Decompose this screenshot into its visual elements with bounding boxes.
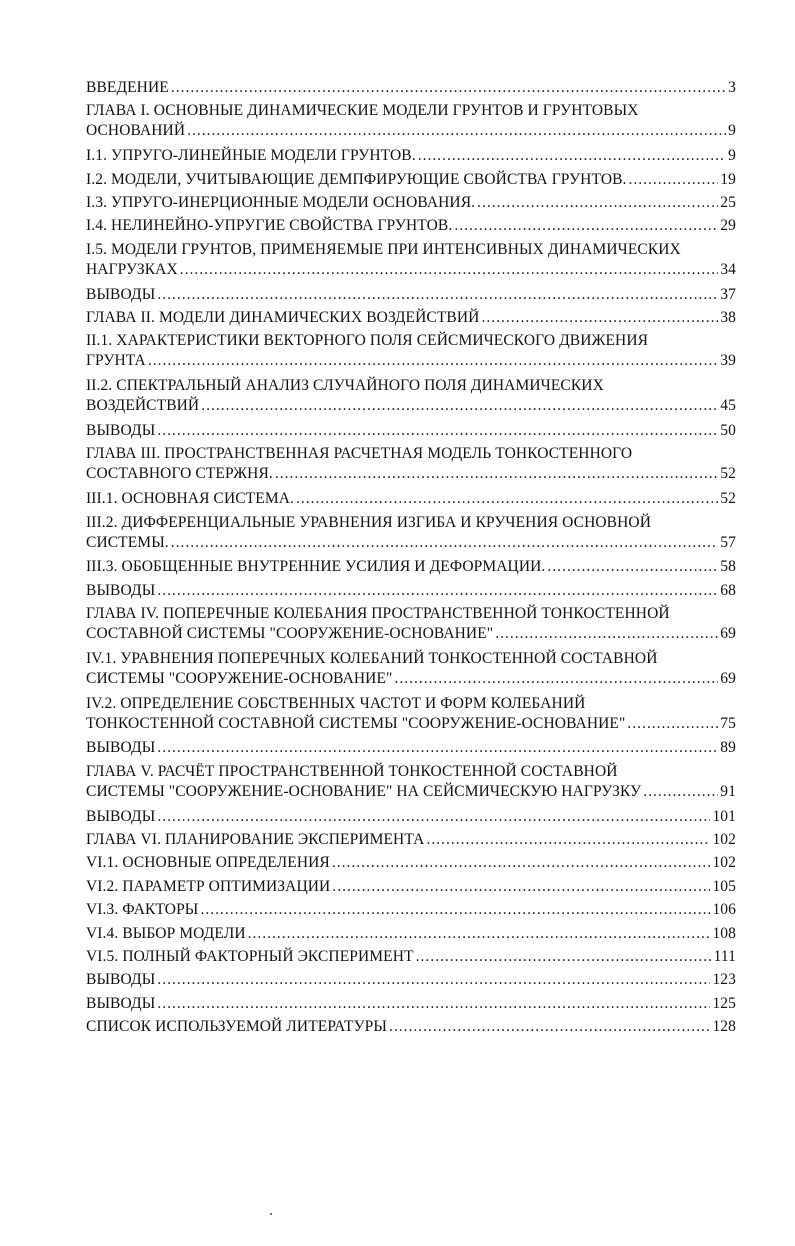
toc-page-number: 105: [712, 877, 736, 895]
toc-entry-leader-line: [86, 121, 736, 141]
toc-entry-leader-line: [86, 193, 736, 213]
toc-entry-title: ВЫВОДЫ: [86, 421, 156, 439]
toc-entry-title: I.3. УПРУГО-ИНЕРЦИОННЫЕ МОДЕЛИ ОСНОВАНИЯ.: [86, 193, 476, 211]
toc-entry: [86, 604, 736, 649]
toc-entry-title: СИСТЕМЫ "СООРУЖЕНИЕ-ОСНОВАНИЕ" НА СЕЙСМИЧЕСКУЮ НАГРУЗКУ: [86, 782, 642, 800]
toc-entry: [86, 853, 736, 876]
toc-page-number: 38: [720, 308, 736, 326]
toc-entry-title-line: ГЛАВА I. ОСНОВНЫЕ ДИНАМИЧЕСКИЕ МОДЕЛИ ГРУНТОВ И ГРУНТОВЫХ: [86, 102, 639, 120]
toc-entry-title: I.2. МОДЕЛИ, УЧИТЫВАЮЩИЕ ДЕМПФИРУЮЩИЕ СВОЙСТВА ГРУНТОВ.: [86, 170, 627, 188]
toc-entry-title-line: I.5. МОДЕЛИ ГРУНТОВ, ПРИМЕНЯЕМЫЕ ПРИ ИНТЕНСИВНЫХ ДИНАМИЧЕСКИХ: [86, 240, 681, 258]
dot-leader: [248, 924, 711, 944]
dot-leader: [332, 853, 711, 873]
toc-entry-leader-line: [86, 489, 736, 509]
toc-entry-title-line: ГЛАВА III. ПРОСТРАНСТВЕННАЯ РАСЧЕТНАЯ МОДЕЛЬ ТОНКОСТЕННОГО: [86, 445, 633, 463]
toc-entry-leader-line: [86, 581, 736, 601]
dot-leader: [157, 581, 718, 601]
toc-entry-title: VI.1. ОСНОВНЫЕ ОПРЕДЕЛЕНИЯ: [86, 854, 330, 872]
toc-entry-leader-line: [86, 970, 736, 990]
toc-entry: [86, 421, 736, 444]
dot-leader: [332, 877, 710, 897]
toc-entry-leader-line: [86, 738, 736, 758]
toc-entry: [86, 101, 736, 146]
dot-leader: [187, 121, 726, 141]
toc-entry: [86, 994, 736, 1017]
toc-page-number: 123: [712, 971, 736, 989]
toc-entry: [86, 738, 736, 761]
toc-entry: [86, 877, 736, 900]
toc-entry: [86, 331, 736, 376]
toc-entry: [86, 970, 736, 993]
toc-page-number: 39: [720, 352, 736, 370]
toc-entry-leader-line: [86, 285, 736, 305]
toc-entry-title: ГРУНТА: [86, 352, 146, 370]
toc-entry-title: СИСТЕМЫ.: [86, 533, 169, 551]
toc-page-number: 25: [720, 193, 736, 211]
dot-leader: [454, 216, 718, 236]
toc-entry-title: ВЫВОДЫ: [86, 285, 156, 303]
toc-entry-title: I.1. УПРУГО-ЛИНЕЙНЫЕ МОДЕЛИ ГРУНТОВ.: [86, 147, 416, 165]
toc-page-number: 75: [720, 714, 736, 732]
toc-entry-leader-line: [86, 216, 736, 236]
toc-entry: [86, 240, 736, 285]
toc-page-number: 29: [720, 217, 736, 235]
toc-page-number: 52: [720, 490, 736, 508]
toc-page-number: 45: [720, 397, 736, 415]
table-of-contents: [86, 78, 736, 1041]
toc-entry-leader-line: [86, 807, 736, 827]
toc-entry-title-line: IV.1. УРАВНЕНИЯ ПОПЕРЕЧНЫХ КОЛЕБАНИЙ ТОНКОСТЕННОЙ СОСТАВНОЙ: [86, 649, 658, 667]
toc-entry-title: VI.5. ПОЛНЫЙ ФАКТОРНЫЙ ЭКСПЕРИМЕНТ: [86, 948, 414, 965]
toc-entry: [86, 170, 736, 193]
toc-page-number: 89: [720, 739, 736, 757]
toc-entry-leader-line: [86, 714, 736, 734]
toc-entry-leader-line: [86, 853, 736, 873]
toc-entry: [86, 193, 736, 216]
dot-leader: [296, 489, 718, 509]
dot-leader: [157, 738, 718, 758]
toc-entry-leader-line: [86, 947, 736, 967]
toc-page-number: 9: [728, 122, 736, 140]
toc-entry-leader-line: [86, 421, 736, 441]
toc-entry-leader-line: [86, 669, 736, 689]
toc-entry-title: ГЛАВА II. МОДЕЛИ ДИНАМИЧЕСКИХ ВОЗДЕЙСТВИЙ: [86, 308, 480, 326]
dot-leader: [200, 900, 710, 920]
toc-entry-title: III.1. ОСНОВНАЯ СИСТЕМА.: [86, 490, 294, 508]
dot-leader: [627, 714, 718, 734]
dot-leader: [481, 308, 718, 328]
toc-entry: [86, 78, 736, 101]
toc-entry: [86, 762, 736, 807]
speck-mark: [270, 1213, 272, 1215]
toc-page-number: 91: [720, 782, 736, 800]
toc-entry: [86, 694, 736, 739]
dot-leader: [201, 396, 718, 416]
toc-entry-title: VI.2. ПАРАМЕТР ОПТИМИЗАЦИИ: [86, 877, 331, 895]
toc-entry-title-line: II.1. ХАРАКТЕРИСТИКИ ВЕКТОРНОГО ПОЛЯ СЕЙСМИЧЕСКОГО ДВИЖЕНИЯ: [86, 332, 649, 350]
toc-page-number: 57: [720, 533, 736, 551]
toc-entry-leader-line: [86, 78, 736, 98]
toc-entry-title: СОСТАВНОГО СТЕРЖНЯ.: [86, 465, 273, 483]
toc-entry: [86, 376, 736, 421]
toc-entry-leader-line: [86, 624, 736, 644]
dot-leader: [157, 807, 710, 827]
toc-entry: [86, 216, 736, 239]
toc-page-number: 50: [720, 421, 736, 439]
toc-entry-title: ВЫВОДЫ: [86, 807, 156, 825]
toc-entry-leader-line: [86, 260, 736, 280]
dot-leader: [148, 351, 718, 371]
toc-entry-leader-line: [86, 396, 736, 416]
toc-entry-leader-line: [86, 994, 736, 1014]
toc-entry: [86, 489, 736, 512]
toc-entry-title: I.4. НЕЛИНЕЙНО-УПРУГИЕ СВОЙСТВА ГРУНТОВ.: [86, 217, 453, 235]
toc-entry-leader-line: [86, 1017, 736, 1037]
toc-entry: [86, 444, 736, 489]
toc-entry-leader-line: [86, 170, 736, 190]
toc-entry-title: СИСТЕМЫ "СООРУЖЕНИЕ-ОСНОВАНИЕ": [86, 669, 393, 687]
toc-entry-leader-line: [86, 900, 736, 920]
toc-entry-title: ВЫВОДЫ: [86, 994, 156, 1012]
dot-leader: [416, 947, 712, 967]
toc-entry: [86, 830, 736, 853]
toc-entry: [86, 924, 736, 947]
toc-entry-leader-line: [86, 782, 736, 802]
toc-entry-title: ГЛАВА VI. ПЛАНИРОВАНИЕ ЭКСПЕРИМЕНТА: [86, 831, 425, 849]
toc-entry: [86, 649, 736, 694]
toc-entry-title: ВЫВОДЫ: [86, 971, 156, 989]
toc-entry-title: НАГРУЗКАХ: [86, 260, 178, 278]
toc-entry-title-line: ГЛАВА V. РАСЧЁТ ПРОСТРАНСТВЕННОЙ ТОНКОСТЕННОЙ СОСТАВНОЙ: [86, 762, 618, 780]
dot-leader: [157, 970, 710, 990]
toc-page-number: 111: [713, 948, 736, 965]
dot-leader: [180, 260, 719, 280]
toc-entry-title: ВОЗДЕЙСТВИЙ: [86, 397, 200, 415]
dot-leader: [426, 830, 710, 850]
toc-entry-title: III.3. ОБОБЩЕННЫЕ ВНУТРЕННИЕ УСИЛИЯ И ДЕФОРМАЦИИ.: [86, 558, 546, 576]
toc-entry-title: СПИСОК ИСПОЛЬЗУЕМОЙ ЛИТЕРАТУРЫ: [86, 1018, 387, 1036]
toc-entry: [86, 557, 736, 580]
dot-leader: [275, 464, 718, 484]
dot-leader: [477, 193, 718, 213]
toc-page-number: 68: [720, 581, 736, 599]
dot-leader: [418, 146, 726, 166]
toc-page-number: 3: [728, 79, 736, 96]
toc-entry-title-line: II.2. СПЕКТРАЛЬНЫЙ АНАЛИЗ СЛУЧАЙНОГО ПОЛЯ ДИНАМИЧЕСКИХ: [86, 377, 604, 395]
toc-entry-leader-line: [86, 146, 736, 166]
dot-leader: [157, 994, 710, 1014]
dot-leader: [547, 557, 718, 577]
toc-page-number: 125: [712, 994, 736, 1012]
dot-leader: [394, 669, 718, 689]
toc-page-number: 52: [720, 465, 736, 483]
dot-leader: [643, 782, 718, 802]
toc-page-number: 69: [720, 669, 736, 687]
toc-entry-title: ТОНКОСТЕННОЙ СОСТАВНОЙ СИСТЕМЫ "СООРУЖЕНИЕ-ОСНОВАНИЕ": [86, 714, 626, 732]
toc-page-number: 69: [720, 625, 736, 643]
dot-leader: [495, 624, 718, 644]
toc-entry: [86, 285, 736, 308]
toc-entry-title: VI.4. ВЫБОР МОДЕЛИ: [86, 924, 246, 942]
toc-entry: [86, 513, 736, 558]
toc-entry: [86, 900, 736, 923]
toc-entry-leader-line: [86, 877, 736, 897]
toc-entry: [86, 1017, 736, 1040]
dot-leader: [157, 285, 718, 305]
toc-entry: [86, 807, 736, 830]
toc-entry: [86, 581, 736, 604]
toc-entry-leader-line: [86, 830, 736, 850]
toc-entry-leader-line: [86, 351, 736, 371]
toc-page-number: 102: [712, 854, 736, 872]
toc-entry-leader-line: [86, 924, 736, 944]
dot-leader: [157, 421, 718, 441]
toc-page-number: 102: [712, 831, 736, 849]
dot-leader: [629, 170, 719, 190]
toc-entry: [86, 947, 736, 970]
toc-page-number: 34: [720, 260, 736, 278]
toc-entry: [86, 146, 736, 169]
toc-page-number: 101: [712, 807, 736, 825]
toc-page-number: 37: [720, 285, 736, 303]
toc-entry: [86, 308, 736, 331]
toc-entry-title: VI.3. ФАКТОРЫ: [86, 901, 199, 919]
toc-page-number: 108: [712, 924, 736, 942]
dot-leader: [171, 78, 726, 98]
toc-entry-leader-line: [86, 533, 736, 553]
toc-entry-leader-line: [86, 464, 736, 484]
toc-page-number: 9: [728, 147, 736, 165]
toc-entry-leader-line: [86, 308, 736, 328]
toc-page-number: 19: [720, 170, 736, 188]
toc-entry-title: ВЫВОДЫ: [86, 581, 156, 599]
toc-page-number: 128: [712, 1018, 736, 1036]
toc-entry-leader-line: [86, 557, 736, 577]
toc-entry-title: СОСТАВНОЙ СИСТЕМЫ "СООРУЖЕНИЕ-ОСНОВАНИЕ": [86, 625, 494, 643]
dot-leader: [389, 1017, 710, 1037]
toc-entry-title-line: III.2. ДИФФЕРЕНЦИАЛЬНЫЕ УРАВНЕНИЯ ИЗГИБА И КРУЧЕНИЯ ОСНОВНОЙ: [86, 513, 651, 531]
toc-page-number: 106: [712, 901, 736, 919]
toc-entry-title: ВВЕДЕНИЕ: [86, 79, 169, 96]
toc-entry-title-line: IV.2. ОПРЕДЕЛЕНИЕ СОБСТВЕННЫХ ЧАСТОТ И ФОРМ КОЛЕБАНИЙ: [86, 694, 586, 712]
toc-entry-title-line: ГЛАВА IV. ПОПЕРЕЧНЫЕ КОЛЕБАНИЯ ПРОСТРАНСТВЕННОЙ ТОНКОСТЕННОЙ: [86, 605, 670, 623]
toc-entry-title: ВЫВОДЫ: [86, 739, 156, 757]
toc-page-number: 58: [720, 558, 736, 576]
dot-leader: [171, 533, 719, 553]
toc-entry-title: ОСНОВАНИЙ: [86, 122, 186, 140]
